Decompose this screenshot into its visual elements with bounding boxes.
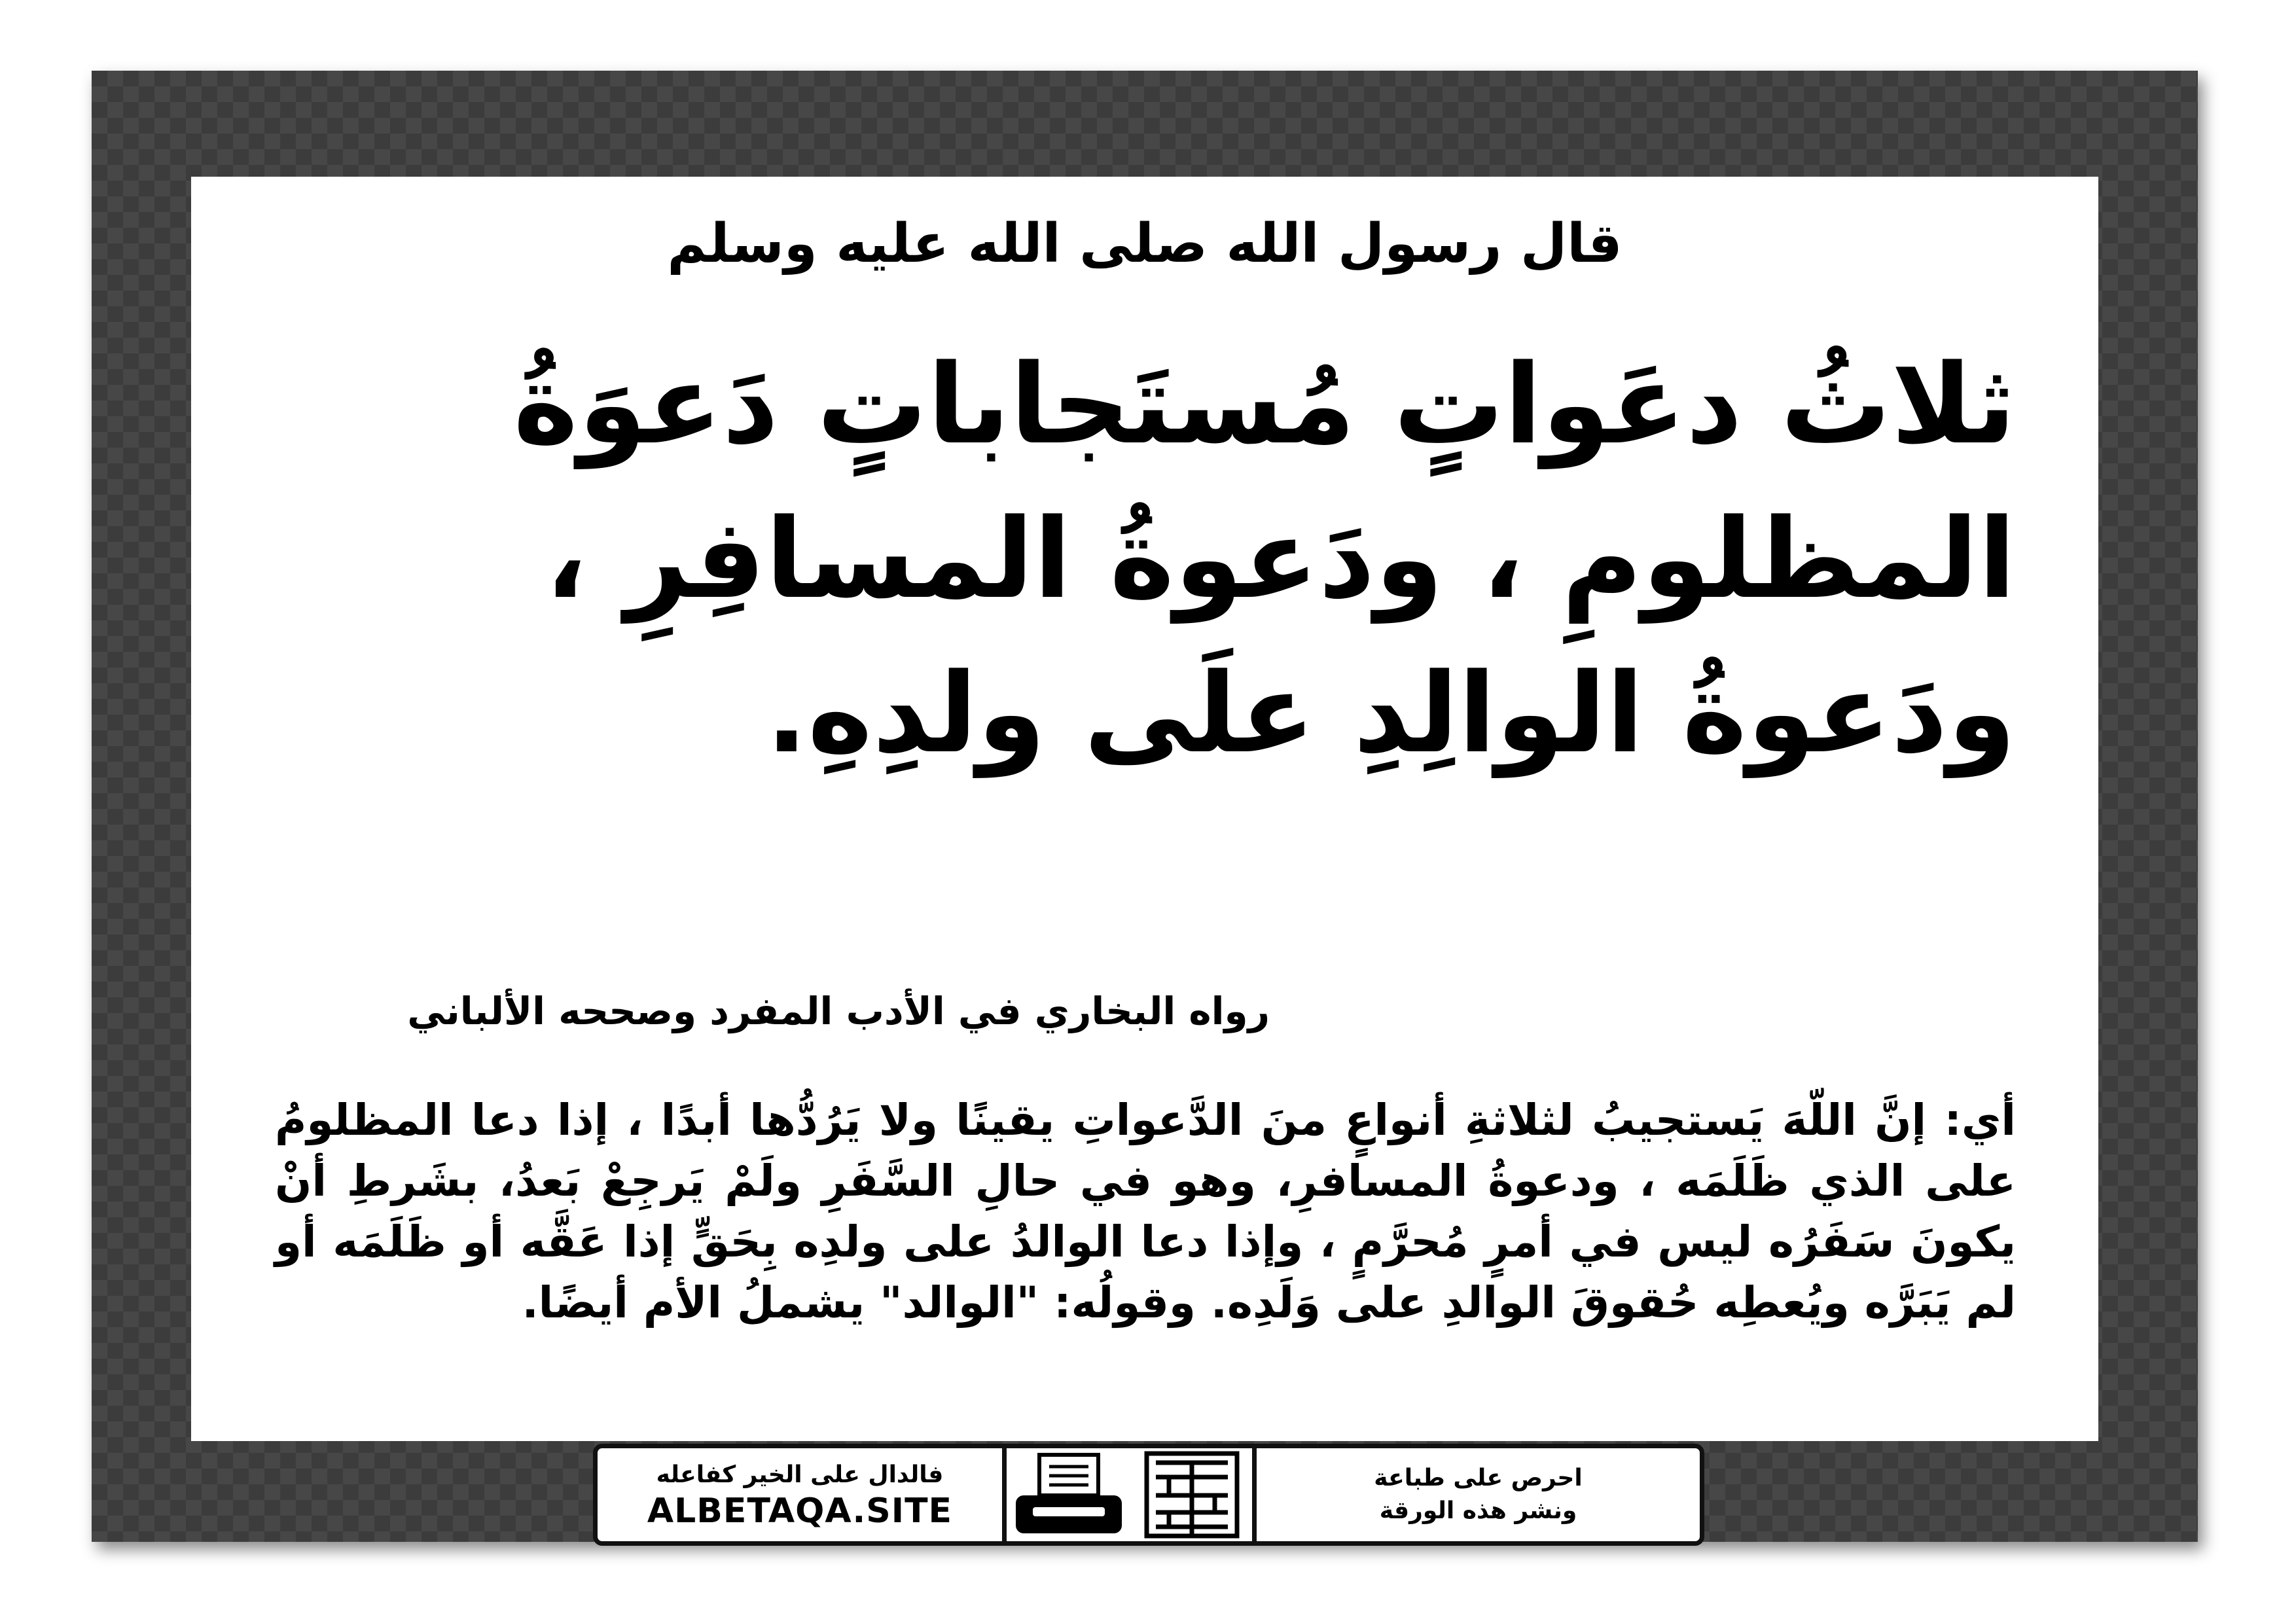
explanation-paragraph: أي: إنَّ اللّهَ يَستجيبُ لثلاثةِ أنواعٍ منَ الدَّعواتِ يقينًا ولا يَرُدُّها أبدًا ، إذا دعا المظلومُ على الذي ظَلَمَه ، ودعوةُ المسافرِ، وهو في حالِ السَّفَرِ ولَمْ يَرجِعْ بَعدُ، بشَرطِ أنْ يكونَ سَفَرُه ليس في أمرٍ مُحرَّمٍ ، وإذا دعا الوالدُ على ولدِه بِحَقٍّ إذا عَقَّه أو ظَلَمَه أو لم يَبَرَّه ويُعطِه حُقوقَ الوالدِ على وَلَدِه. وقولُه: "الوالد" يشملُ الأم أيضًا. xyxy=(275,1095,2016,1328)
print-reminder-line1: احرص على طباعة xyxy=(1374,1465,1583,1491)
print-reminder xyxy=(1252,1448,1700,1541)
attribution-heading: قال رسول الله صلى الله عليه وسلم xyxy=(667,213,1623,275)
hadith-source: رواه البخاري في الأدب المفرد وصححه الألباني xyxy=(407,989,1270,1033)
logo-mark xyxy=(1143,1450,1241,1540)
print-reminder-line2: ونشر هذه الورقة xyxy=(1379,1497,1577,1524)
hadith-text: ثلاثُ دعَواتٍ مُستَجاباتٍ دَعوَةُ المظلومِ ، ودَعوةُ المسافِرِ ، ودَعوةُ الوالِدِ علَى ولدِهِ. xyxy=(513,340,2016,777)
slogan-text: فالدال على الخير كفاعله xyxy=(656,1461,944,1488)
site-block xyxy=(598,1448,1007,1541)
site-link[interactable]: ALBETAQA.SITE xyxy=(647,1491,953,1531)
printer-icon xyxy=(1007,1448,1131,1541)
footer-banner xyxy=(593,1444,1704,1546)
logo-block xyxy=(1131,1448,1252,1541)
